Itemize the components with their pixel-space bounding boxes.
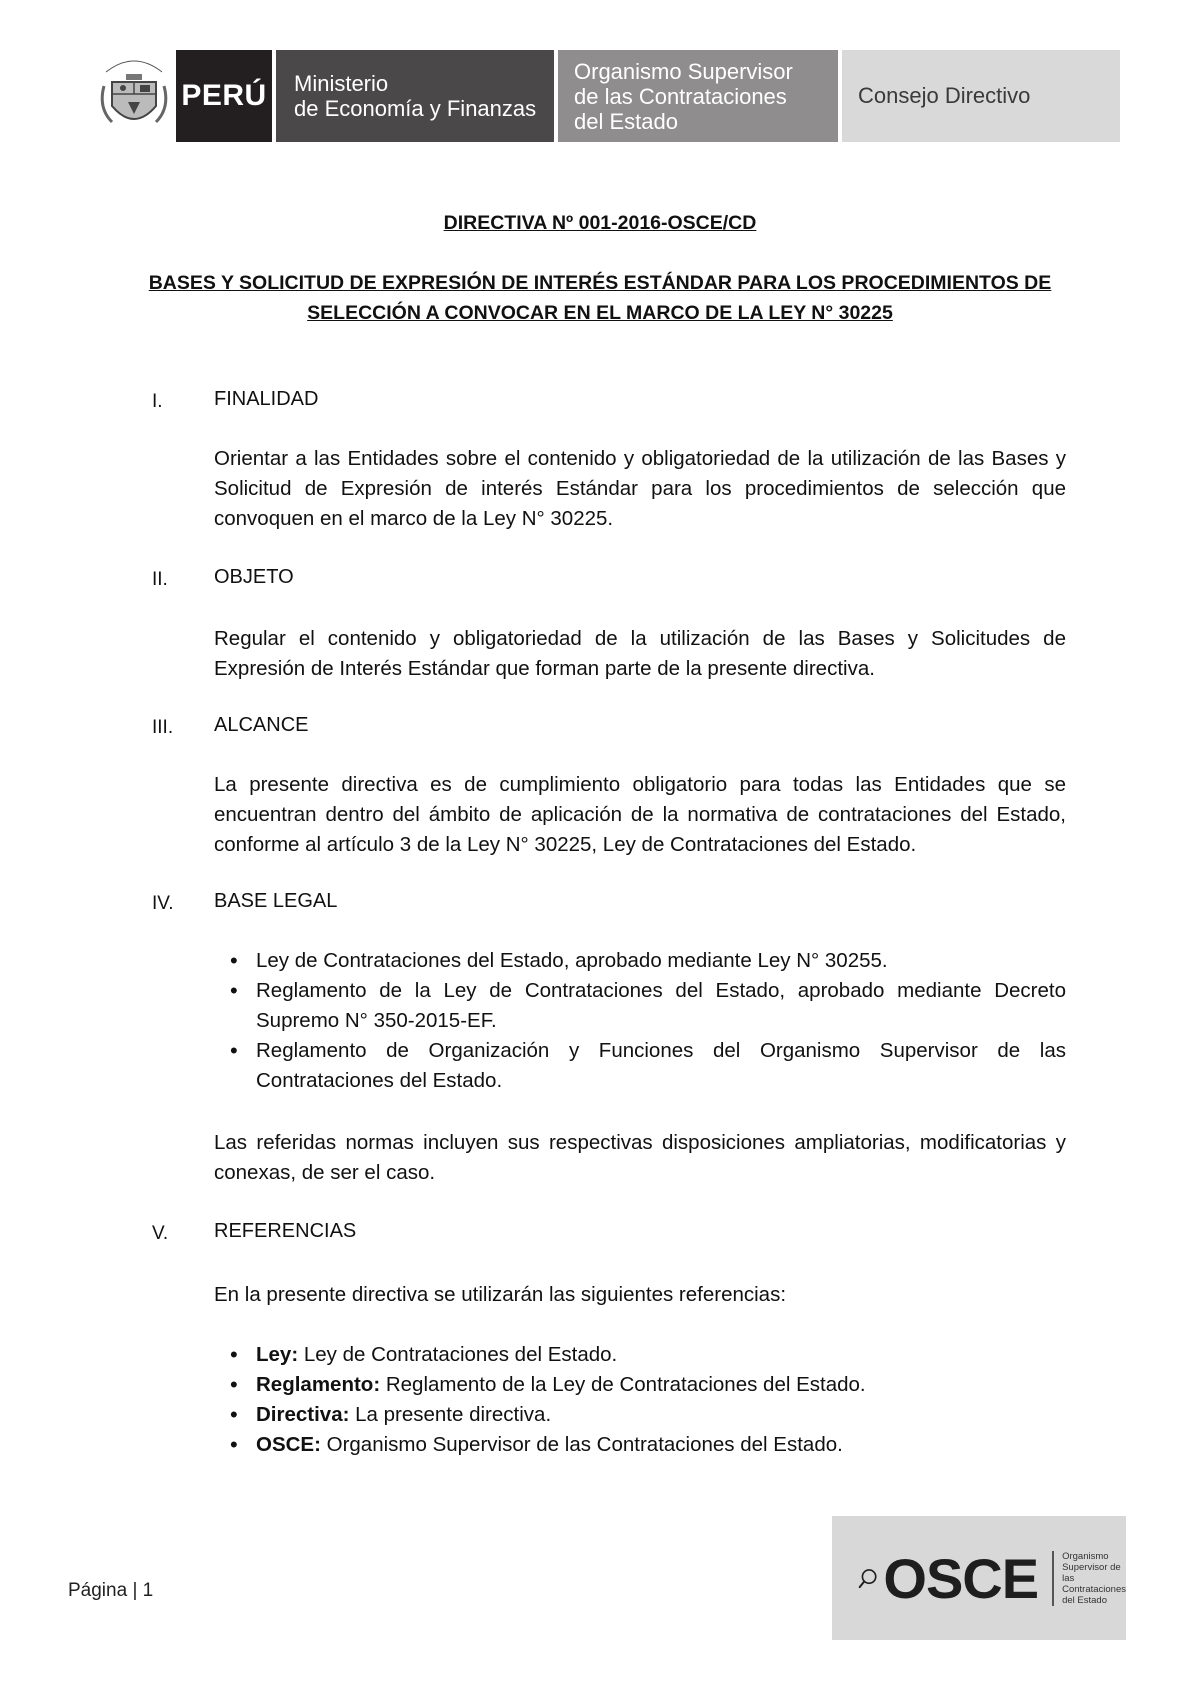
document-title: DIRECTIVA Nº 001-2016-OSCE/CD <box>443 212 757 234</box>
section-number: I. <box>152 391 163 412</box>
osce-logo-sub-line: Organismo <box>1062 1550 1109 1562</box>
coat-of-arms-logo <box>98 52 170 138</box>
section-number: IV. <box>152 893 174 914</box>
list-item: • Ley de Contrataciones del Estado, aprobado mediante Ley N° 30255. <box>214 946 1066 976</box>
osce-logo-sub-line: Supervisor de las <box>1062 1561 1121 1584</box>
reference-definition: Organismo Supervisor de las Contrataciones del Estado. <box>320 1433 843 1456</box>
reference-definition: Reglamento de la Ley de Contrataciones del Estado. <box>380 1373 866 1396</box>
document-subtitle-line2: SELECCIÓN A CONVOCAR EN EL MARCO DE LA LEY N° 30225 <box>307 302 893 324</box>
osce-logo-text: OSCE <box>883 1546 1039 1610</box>
header-peru-block <box>176 50 272 142</box>
section-number: III. <box>152 717 174 738</box>
header-council-label: Consejo Directivo <box>858 83 1031 108</box>
header-ministry-block <box>276 50 554 142</box>
header-osce-line1: Organismo Supervisor <box>574 58 793 84</box>
section-number: V. <box>152 1223 169 1244</box>
osce-footer-logo <box>832 1516 1126 1640</box>
section-title-base-legal: BASE LEGAL <box>214 890 338 912</box>
list-item: • Reglamento de la Ley de Contrataciones del Estado, aprobado mediante Decreto Supremo N° 350-2015-EF. <box>214 976 1066 1036</box>
list-item <box>214 1400 1066 1430</box>
paragraph-base-legal-note: Las referidas normas incluyen sus respectivas disposiciones ampliatorias, modificatorias y conexas, de ser el caso. <box>214 1131 1066 1184</box>
paragraph-finalidad: Orientar a las Entidades sobre el contenido y obligatoriedad de la utilización de las Bases y Solicitud de Expresión de interés Estándar para los procedimientos de selección que convoquen en el marco de la Ley N° 30225. <box>214 447 1066 530</box>
header-peru-label: PERÚ <box>181 79 267 112</box>
reference-term: OSCE: <box>256 1433 321 1456</box>
list-item <box>214 1340 1066 1370</box>
reference-term: Reglamento: <box>256 1373 381 1396</box>
paragraph-alcance: La presente directiva es de cumplimiento obligatorio para todas las Entidades que se encuentran dentro del ámbito de aplicación de la normativa de contrataciones del Estado, conforme al artículo 3 de la Ley N° 30225, Ley de Contrataciones del Estado. <box>214 773 1066 856</box>
section-title-alcance: ALCANCE <box>214 714 309 736</box>
reference-definition: La presente directiva. <box>349 1403 552 1426</box>
referencias-list <box>214 1340 1066 1460</box>
section-title-objeto: OBJETO <box>214 566 294 588</box>
header-ministry-line1: Ministerio <box>294 71 389 96</box>
list-item <box>214 1370 1066 1400</box>
osce-logo-sub-line: Contrataciones <box>1062 1583 1126 1595</box>
list-item: • Reglamento de Organización y Funciones del Organismo Supervisor de las Contrataciones del Estado. <box>214 1036 1066 1096</box>
paragraph-objeto: Regular el contenido y obligatoriedad de la utilización de las Bases y Solicitudes de Expresión de Interés Estándar que forman parte de la presente directiva. <box>214 627 1066 680</box>
header-council-block <box>842 50 1120 142</box>
osce-logo-subtitle <box>1052 1551 1126 1606</box>
section-title-referencias: REFERENCIAS <box>214 1220 357 1242</box>
reference-term: Directiva: <box>256 1403 350 1426</box>
section-title-finalidad: FINALIDAD <box>214 388 319 410</box>
magnifier-icon <box>858 1533 877 1623</box>
section-number: II. <box>152 569 168 590</box>
header-ministry-line2: de Economía y Finanzas <box>294 96 537 121</box>
reference-definition: Ley de Contrataciones del Estado. <box>298 1343 618 1366</box>
reference-term: Ley: <box>256 1343 299 1366</box>
base-legal-list <box>214 946 1066 1096</box>
page-number: Página | 1 <box>68 1580 154 1601</box>
osce-logo-sub-line: del Estado <box>1062 1594 1107 1606</box>
header-osce-block <box>558 50 838 142</box>
paragraph-referencias-intro: En la presente directiva se utilizarán las siguientes referencias: <box>214 1283 787 1306</box>
document-subtitle-line1: BASES Y SOLICITUD DE EXPRESIÓN DE INTERÉS ESTÁNDAR PARA LOS PROCEDIMIENTOS DE <box>148 272 1052 294</box>
header-osce-line3: del Estado <box>574 108 678 134</box>
header-osce-line2: de las Contrataciones <box>574 83 787 109</box>
list-item <box>214 1430 1066 1460</box>
